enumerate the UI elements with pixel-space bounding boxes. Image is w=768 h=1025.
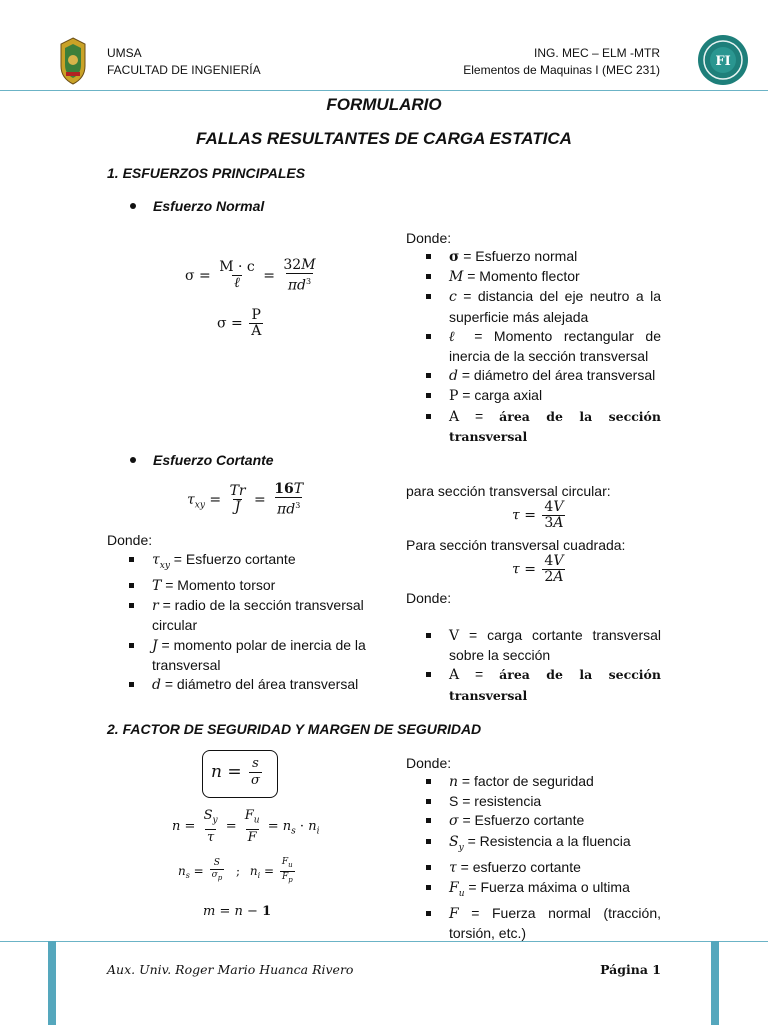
footer-left-bar	[48, 941, 56, 1025]
esfuerzo-cortante-label: Esfuerzo Cortante	[153, 452, 274, 468]
list-item: d = diámetro del área transversal	[126, 675, 376, 695]
document-title: FORMULARIO	[326, 95, 442, 114]
section-1-heading: 1. ESFUERZOS PRINCIPALES	[107, 165, 306, 181]
safety-variables-list	[423, 772, 661, 943]
header-course: Elementos de Maquinas I (MEC 231)	[463, 63, 660, 77]
document-subtitle: FALLAS RESULTANTES DE CARGA ESTATICA	[196, 129, 572, 148]
formula-safety-factor-box: n = $\frac{s}{\sigma}$	[202, 750, 278, 798]
bullet	[130, 457, 136, 463]
bullet	[130, 203, 136, 209]
section-2-heading: 2. FACTOR DE SEGURIDAD Y MARGEN DE SEGURIDAD	[107, 721, 482, 737]
esfuerzo-normal-label: Esfuerzo Normal	[153, 198, 265, 214]
list-item: J = momento polar de inercia de la transversal	[126, 636, 376, 675]
formula-partial-factors: $n_s$ = $\frac{S}{\sigma_p}$ ; $n_i$ = $\frac{F_u}{F_p}$	[178, 857, 293, 884]
donde-cortante-label: Donde:	[107, 532, 153, 548]
formula-safety-margin: m = n − 1	[203, 904, 272, 919]
header-divider	[0, 90, 768, 91]
normal-variables-list	[423, 247, 661, 446]
list-item: ℓ = Momento rectangular de inercia de la sección transversal	[423, 327, 661, 366]
list-item: d = diámetro del área transversal	[423, 366, 661, 386]
formula-normal-stress: σ = $\frac{M \cdot c}{\text{ℓ}}$ = $\frac{32M}{\pi d^3}$	[185, 257, 316, 294]
list-item: $\tau_{xy}$ = Esfuerzo cortante	[126, 550, 376, 576]
list-item: r = radio de la sección transversal circular	[126, 596, 376, 635]
list-item: σ = Esfuerzo normal	[423, 247, 661, 267]
list-item: V = carga cortante transversal sobre la sección	[423, 626, 661, 665]
donde-normal-label: Donde:	[406, 230, 452, 246]
formula-safety-factor-expanded: n = $\frac{S_y}{\tau}$ = $\frac{F_u}{F}$ = $n_s \cdot n_i$	[172, 808, 320, 845]
shear-variables-list	[423, 626, 661, 705]
list-item: P = carga axial	[423, 386, 661, 406]
facultad-seal-logo	[697, 34, 749, 86]
header-institution: UMSA	[107, 46, 142, 60]
list-item: M = Momento flector	[423, 267, 661, 287]
list-item: c = distancia del eje neutro a la superficie más alejada	[423, 287, 661, 326]
list-item: F = Fuerza normal (tracción, torsión, etc.)	[423, 904, 661, 943]
donde-shear-label: Donde:	[406, 590, 452, 606]
formula-shear-square: τ = $\frac{4V}{2A}$	[512, 553, 564, 585]
list-item: σ = Esfuerzo cortante	[423, 811, 661, 831]
header-faculty: FACULTAD DE INGENIERÍA	[107, 63, 261, 77]
footer-author: Aux. Univ. Roger Mario Huanca Rivero	[107, 962, 354, 977]
footer-page-number: Página 1	[600, 962, 661, 977]
list-item: S = resistencia	[423, 792, 661, 811]
list-item: τ = esfuerzo cortante	[423, 858, 661, 878]
list-item: $F_u$ = Fuerza máxima o ultima	[423, 878, 661, 904]
formula-axial-stress: σ = $\frac{P}{A}$	[217, 307, 262, 339]
formula-shear-circular: τ = $\frac{4V}{3A}$	[512, 499, 564, 531]
header-careers: ING. MEC – ELM -MTR	[533, 46, 660, 60]
list-item: A = área de la sección transversal	[423, 665, 661, 704]
donde-safety-label: Donde:	[406, 755, 452, 771]
list-item: A = área de la sección transversal	[423, 407, 661, 446]
list-item: T = Momento torsor	[126, 576, 376, 596]
list-item: n = factor de seguridad	[423, 772, 661, 792]
cortante-variables-list	[126, 550, 376, 695]
formula-torsional-shear: $\tau_{xy}$ = $\frac{Tr}{J}$ = $\frac{16T}{\pi d^3}$	[187, 481, 304, 518]
footer-divider	[0, 941, 768, 942]
list-item: $S_y$ = Resistencia a la fluencia	[423, 832, 661, 858]
svg-text:FI: FI	[715, 54, 731, 69]
square-section-label: Para sección transversal cuadrada:	[406, 537, 626, 553]
footer-right-bar	[711, 941, 719, 1025]
circular-section-label: para sección transversal circular:	[406, 483, 611, 499]
umsa-crest-logo	[58, 36, 88, 86]
